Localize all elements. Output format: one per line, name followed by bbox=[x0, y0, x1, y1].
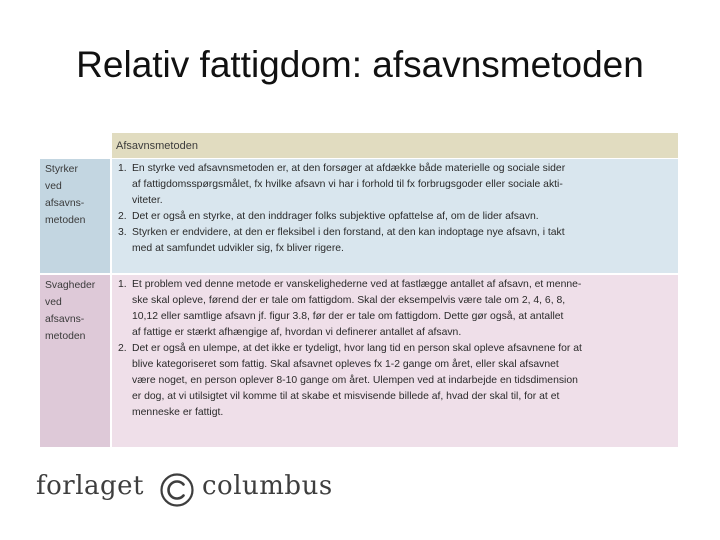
item-number: 1. bbox=[118, 163, 127, 174]
item-text: Et problem ved denne metode er vanskelighederne ved at fastlægge antallet af afsavn, et menne- bbox=[132, 279, 582, 290]
item-text: blive kategoriseret som fattig. Skal afsavnet opleves fx 1-2 gange om året, eller skal afsavnet bbox=[132, 359, 559, 370]
item-text: Det er også en ulempe, at det ikke er tydeligt, hvor lang tid en person skal opleve afsavnene for at bbox=[132, 343, 582, 354]
weaknesses-row bbox=[40, 275, 678, 447]
afsavnsmetoden-table bbox=[40, 133, 678, 447]
weakness-item bbox=[118, 277, 674, 341]
strength-item bbox=[118, 225, 674, 257]
weaknesses-label-line: afsavns- bbox=[45, 314, 85, 325]
strengths-row bbox=[40, 159, 678, 273]
weaknesses-label-line: metoden bbox=[45, 331, 86, 342]
item-number: 1. bbox=[118, 279, 127, 290]
weaknesses-label-line: Svagheder bbox=[45, 280, 96, 291]
strengths-label-line: ved bbox=[45, 181, 62, 192]
strengths-label-line: Styrker bbox=[45, 164, 78, 175]
strength-item bbox=[118, 209, 674, 225]
item-text: Styrken er endvidere, at den er fleksibel i den forstand, at den kan indoptage nye afsavn, i takt bbox=[132, 227, 565, 238]
strength-item bbox=[118, 161, 674, 209]
weakness-item bbox=[118, 341, 674, 421]
slide-title: Relativ fattigdom: afsavnsmetoden bbox=[76, 44, 644, 85]
publisher-logo bbox=[36, 471, 366, 511]
item-number: 2. bbox=[118, 211, 127, 222]
item-text: af fattige er stærkt afhængige af, hvordan vi definerer antallet af afsavn. bbox=[132, 327, 462, 338]
item-text: En styrke ved afsavnsmetoden er, at den forsøger at afdække både materielle og sociale sider bbox=[132, 163, 566, 174]
item-number: 3. bbox=[118, 227, 127, 238]
item-text: 10,12 eller samtlige afsavn jf. figur 3.8, før der er tale om fattigdom. Dette gør også, at antallet bbox=[132, 311, 564, 322]
item-text: ske skal opleve, førend der er tale om fattigdom. Skal der eksempelvis være tale om 2, 4, 6, 8, bbox=[132, 295, 566, 306]
item-text: være noget, en person oplever 8-10 gange om året. Ulempen ved at indarbejde en tidsdimension bbox=[132, 375, 578, 386]
item-text: med at samfundet udvikler sig, fx bliver rigere. bbox=[132, 243, 344, 254]
strengths-label bbox=[40, 159, 110, 273]
logo-word-forlaget: forlaget bbox=[36, 471, 144, 501]
logo-word-columbus: columbus bbox=[202, 471, 333, 501]
weaknesses-content bbox=[112, 275, 678, 447]
strengths-label-line: metoden bbox=[45, 215, 86, 226]
item-number: 2. bbox=[118, 343, 127, 354]
strengths-content bbox=[112, 159, 678, 273]
table-header-label: Afsavnsmetoden bbox=[116, 140, 198, 152]
table-header bbox=[112, 133, 678, 158]
copyright-icon bbox=[159, 472, 195, 508]
item-text: menneske er fattigt. bbox=[132, 407, 224, 418]
item-text: er dog, at vi utilsigtet vil komme til at skabe et misvisende billede af, hvad der skal til, for at et bbox=[132, 391, 560, 402]
weaknesses-label-line: ved bbox=[45, 297, 62, 308]
item-text: Det er også en styrke, at den inddrager folks subjektive opfattelse af, om de lider afsavn. bbox=[132, 211, 539, 222]
weaknesses-label bbox=[40, 275, 110, 447]
strengths-label-line: afsavns- bbox=[45, 198, 85, 209]
item-text: viteter. bbox=[132, 195, 163, 206]
item-text: af fattigdomsspørgsmålet, fx hvilke afsavn vi har i forhold til fx forbrugsgoder eller sociale akti- bbox=[132, 179, 563, 190]
